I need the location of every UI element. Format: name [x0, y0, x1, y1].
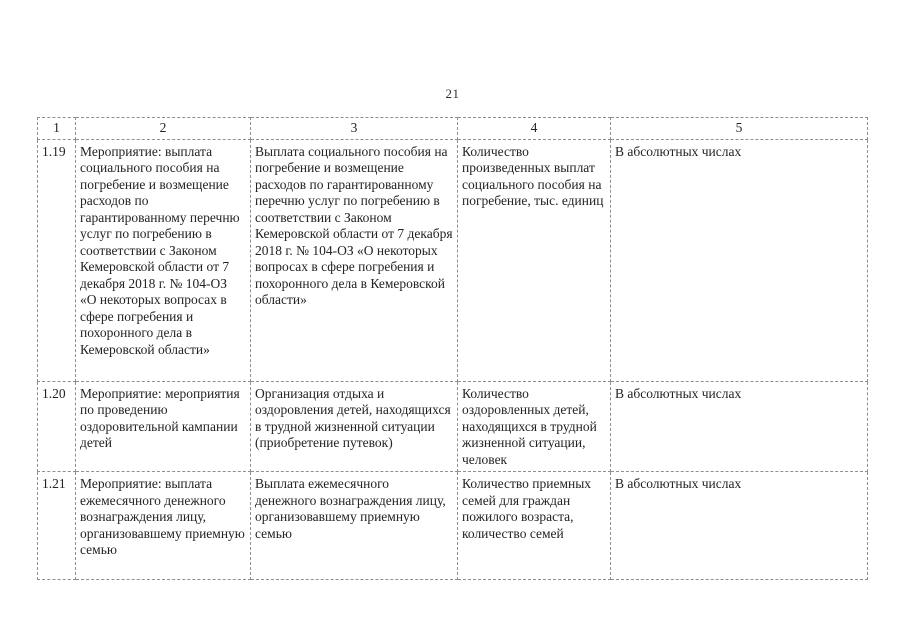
cell-measure-name: Мероприятие: мероприятия по проведению оздоровительной кампании детей [76, 381, 251, 472]
cell-indicator: Количество оздоровленных детей, находящихся в трудной жизненной ситуации, человек [458, 381, 611, 472]
cell-measure-content: Организация отдыха и оздоровления детей, находящихся в трудной жизненной ситуации (приобретение путевок) [251, 381, 458, 472]
cell-row-number: 1.21 [38, 472, 76, 580]
cell-row-number: 1.20 [38, 381, 76, 472]
cell-unit: В абсолютных числах [611, 472, 868, 580]
cell-unit: В абсолютных числах [611, 381, 868, 472]
column-header-5: 5 [611, 118, 868, 140]
cell-measure-name: Мероприятие: выплата социального пособия на погребение и возмещение расходов по гарантированному перечню услуг по погребению в соответствии с Законом Кемеровской области от 7 декабря 2018 г. № 104-ОЗ «О некоторых вопросах в сфере погребения и похоронного дела в Кемеровской области» [76, 139, 251, 381]
table-header-row [38, 118, 868, 140]
cell-measure-name: Мероприятие: выплата ежемесячного денежного вознаграждения лицу, организовавшему приемную семью [76, 472, 251, 580]
column-header-3: 3 [251, 118, 458, 140]
page-number: 21 [445, 86, 460, 101]
column-header-2: 2 [76, 118, 251, 140]
measures-table [37, 117, 868, 580]
table-row [38, 139, 868, 381]
cell-row-number: 1.19 [38, 139, 76, 381]
cell-unit: В абсолютных числах [611, 139, 868, 381]
table-row [38, 381, 868, 472]
cell-measure-content: Выплата ежемесячного денежного вознаграждения лицу, организовавшему приемную семью [251, 472, 458, 580]
cell-indicator: Количество приемных семей для граждан пожилого возраста, количество семей [458, 472, 611, 580]
cell-measure-content: Выплата социального пособия на погребение и возмещение расходов по гарантированному перечню услуг по погребению в соответствии с Законом Кемеровской области от 7 декабря 2018 г. № 104-ОЗ «О некоторых вопросах в сфере погребения и похоронного дела в Кемеровской области» [251, 139, 458, 381]
column-header-4: 4 [458, 118, 611, 140]
table-row [38, 472, 868, 580]
cell-indicator: Количество произведенных выплат социального пособия на погребение, тыс. единиц [458, 139, 611, 381]
column-header-1: 1 [38, 118, 76, 140]
